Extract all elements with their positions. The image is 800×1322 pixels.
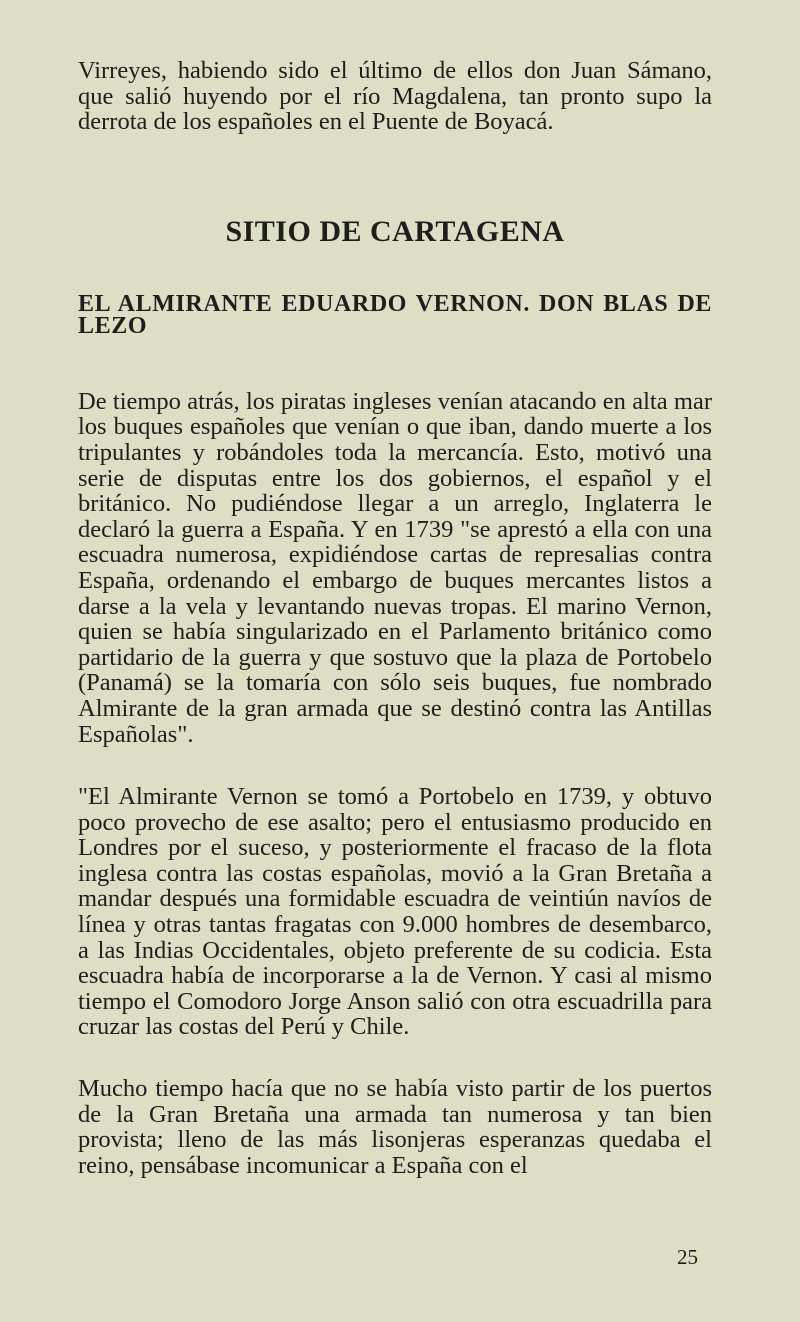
chapter-subtitle: EL ALMIRANTE EDUARDO VERNON. DON BLAS DE LEZO [78, 290, 712, 339]
paragraph: "El Almirante Vernon se tomó a Portobelo en 1739, y obtuvo poco provecho de ese asalto; pero el entusiasmo producido en Londres por el suceso, y posteriormente el fracaso de la flota inglesa contra las costas españolas, movió a la Gran Bretaña a mandar después una formidable escuadra de veintiún navíos de línea y otras tantas fragatas con 9.000 hombres de desembarco, a las Indias Occidentales, objeto preferente de su codicia. Esta escuadra había de incorporarse a la de Vernon. Y casi al mismo tiempo el Comodoro Jorge Anson salió con otra escuadrilla para cruzar las costas del Perú y Chile. [78, 783, 712, 1041]
section-title: SITIO DE CARTAGENA [225, 214, 565, 248]
intro-paragraph: Virreyes, habiendo sido el último de ellos don Juan Sámano, que salió huyendo por el río Magdalena, tan pronto supo la derrota de los españoles en el Puente de Boyacá. [78, 57, 712, 136]
paragraph: De tiempo atrás, los piratas ingleses venían atacando en alta mar los buques españoles que venían o que iban, dando muerte a los tripulantes y robándoles toda la mercancía. Esto, motivó una serie de disputas entre los dos gobiernos, el español y el británico. No pudiéndose llegar a un arreglo, Inglaterra le declaró la guerra a España. Y en 1739 "se aprestó a ella con una escuadra numerosa, expidiéndose cartas de represalias contra España, ordenando el embargo de buques mercantes listos a darse a la vela y levantando nuevas tropas. El marino Vernon, quien se había singularizado en el Parlamento británico como partidario de la guerra y que sostuvo que la plaza de Portobelo (Panamá) se la tomaría con sólo seis buques, fue nombrado Almirante de la gran armada que se destinó contra las Antillas Españolas". [78, 387, 712, 748]
page-content [78, 58, 712, 1178]
paragraph: Mucho tiempo hacía que no se había visto partir de los puertos de la Gran Bretaña una armada tan numerosa y tan bien provista; lleno de las más lisonjeras esperanzas quedaba el reino, pensábase incomunicar a España con el [78, 1075, 712, 1179]
page-number: 25 [677, 1245, 698, 1269]
